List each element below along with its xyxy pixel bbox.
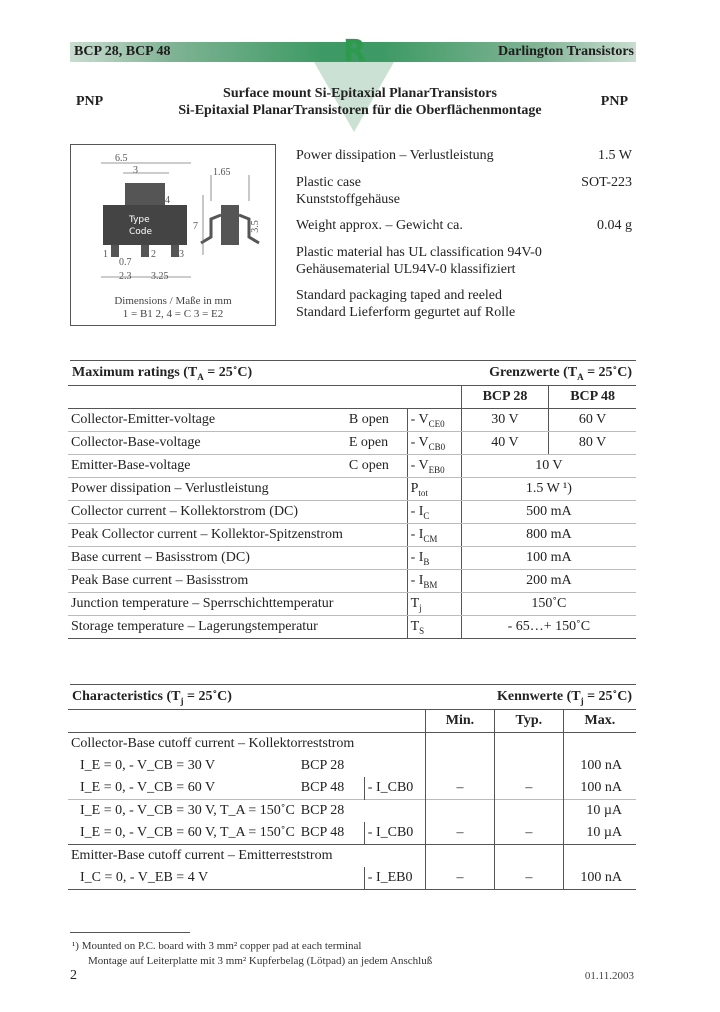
table-row: Peak Base current – Basisstrom - $I_{BM}$ 200 mA bbox=[68, 570, 636, 593]
table-row: Base current – Basisstrom (DC) - $I_B$ 100 mA bbox=[68, 547, 636, 570]
pin-3-label: 3 bbox=[179, 249, 184, 260]
spec-value-0: 1.5 W bbox=[598, 148, 632, 163]
title-english: Surface mount Si-Epitaxial PlanarTransistors bbox=[223, 86, 497, 101]
polarity-left: PNP bbox=[76, 94, 104, 109]
package-drawing bbox=[70, 144, 276, 326]
table-row: I_E = 0, - V_CB = 30 V, T_A = 150˚C BCP 28 10 µA bbox=[68, 800, 636, 823]
part-numbers: BCP 28, BCP 48 bbox=[74, 44, 171, 59]
group-row: Emitter-Base cutoff current – Emitterreststrom bbox=[68, 845, 636, 868]
table-row: I_E = 0, - V_CB = 60 V BCP 48 - I_CB0 – – 100 nA bbox=[68, 777, 636, 800]
col-bcp48: BCP 48 bbox=[549, 386, 636, 409]
pin-1-label: 1 bbox=[103, 249, 108, 260]
dim-pitch1: 2.3 bbox=[119, 271, 132, 282]
spec-label-5: Gehäusematerial UL94V-0 klassifiziert bbox=[296, 262, 516, 277]
table-row: Junction temperature – Sperrschichttemperatur $T_j$ 150˚C bbox=[68, 593, 636, 616]
pin-2-label: 2 bbox=[151, 249, 156, 260]
type-label: Type bbox=[129, 215, 150, 225]
footnote-line-2: Montage auf Leiterplatte mit 3 mm² Kupferbelag (Lötpad) an jedem Anschluß bbox=[88, 955, 433, 967]
spec-value-3: 0.04 g bbox=[597, 218, 632, 233]
max-ratings-table bbox=[68, 385, 636, 639]
spec-label-6: Standard packaging taped and reeled bbox=[296, 288, 503, 303]
spec-value-1: SOT-223 bbox=[581, 175, 632, 190]
dim-upper: 3 bbox=[133, 165, 138, 176]
category-title: Darlington Transistors bbox=[498, 44, 634, 59]
dim-top: 6.5 bbox=[115, 153, 128, 164]
dim-pin: 0.7 bbox=[119, 257, 132, 268]
spec-label-1: Plastic case bbox=[296, 175, 361, 190]
max-ratings-title-de: Grenzwerte ($T_A$ = 25˚C) bbox=[489, 365, 632, 382]
divider-max-ratings bbox=[70, 360, 636, 361]
spec-label-4: Plastic material has UL classification 94V-0 bbox=[296, 245, 542, 260]
characteristics-title-de: Kennwerte ($T_j$ = 25˚C) bbox=[496, 689, 632, 706]
max-ratings-title: Maximum ratings ($T_A$ = 25˚C) bbox=[72, 365, 253, 382]
dim-side: 1.65 bbox=[213, 167, 231, 178]
code-label: Code bbox=[129, 227, 153, 237]
spec-label-7: Standard Lieferform gegurtet auf Rolle bbox=[296, 305, 516, 320]
package-caption-1: Dimensions / Maße in mm bbox=[114, 295, 232, 307]
footnote-rule bbox=[70, 932, 190, 933]
col-bcp28: BCP 28 bbox=[461, 386, 548, 409]
spec-label-0: Power dissipation – Verlustleistung bbox=[296, 148, 494, 163]
polarity-right: PNP bbox=[600, 94, 628, 109]
spec-label-3: Weight approx. – Gewicht ca. bbox=[296, 218, 463, 233]
characteristics-table bbox=[68, 709, 636, 890]
package-caption-2: 1 = B1 2, 4 = C 3 = E2 bbox=[122, 308, 224, 320]
table-row: Collector-Base-voltage E open - $V_{CB0}$ 40 V 80 V bbox=[68, 432, 636, 455]
table-row: Power dissipation – Verlustleistung $P_{tot}$ 1.5 W ¹) bbox=[68, 478, 636, 501]
table-row: Collector current – Kollektorstrom (DC) - $I_C$ 500 mA bbox=[68, 501, 636, 524]
title-german: Si-Epitaxial PlanarTransistoren für die Oberflächenmontage bbox=[178, 103, 542, 118]
table-row: Peak Collector current – Kollektor-Spitzenstrom - $I_{CM}$ 800 mA bbox=[68, 524, 636, 547]
footer-date: 01.11.2003 bbox=[584, 970, 634, 982]
dim-pitch2: 3.25 bbox=[151, 271, 169, 282]
group-row: Collector-Base cutoff current – Kollektorreststrom bbox=[68, 733, 636, 756]
table-row: I_E = 0, - V_CB = 60 V, T_A = 150˚C BCP 48 - I_CB0 – – 10 µA bbox=[68, 822, 636, 845]
pin-4-label: 4 bbox=[165, 195, 170, 206]
table-row: I_C = 0, - V_EB = 4 V - I_EB0 – – 100 nA bbox=[68, 867, 636, 890]
company-logo: R bbox=[343, 34, 367, 69]
dim-width7: 7 bbox=[193, 221, 198, 232]
characteristics-title: Characteristics ($T_j$ = 25˚C) bbox=[72, 689, 232, 706]
col-typ: Typ. bbox=[494, 710, 563, 733]
table-row: Storage temperature – Lagerungstemperatur $T_S$ - 65…+ 150˚C bbox=[68, 616, 636, 639]
footnote-line-1: ¹) Mounted on P.C. board with 3 mm² copper pad at each terminal bbox=[72, 940, 362, 952]
dim-height: 3.5 bbox=[249, 220, 261, 233]
divider-characteristics bbox=[70, 684, 636, 685]
page-number: 2 bbox=[70, 968, 77, 983]
spec-label-2: Kunststoffgehäuse bbox=[296, 192, 400, 207]
table-row: Emitter-Base-voltage C open - $V_{EB0}$ 10 V bbox=[68, 455, 636, 478]
col-min: Min. bbox=[425, 710, 494, 733]
col-max: Max. bbox=[563, 710, 636, 733]
table-row: I_E = 0, - V_CB = 30 V BCP 28 100 nA bbox=[68, 755, 636, 777]
table-row: Collector-Emitter-voltage B open - $V_{CE0}$ 30 V 60 V bbox=[68, 409, 636, 432]
